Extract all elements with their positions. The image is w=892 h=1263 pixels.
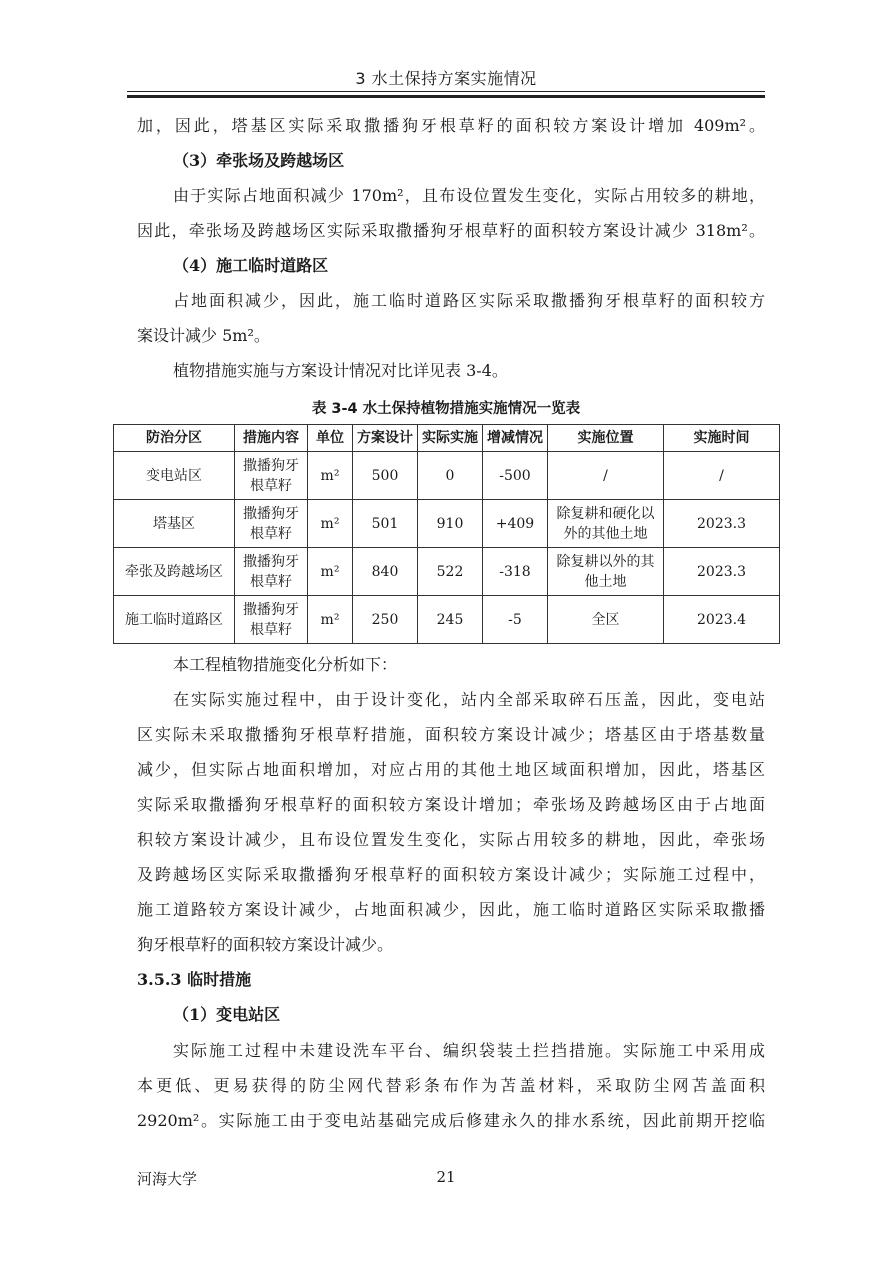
plan-cell: 250 [353,596,418,644]
actual-cell: 522 [418,548,483,596]
footer-institution: 河海大学 [137,1170,198,1188]
plan-cell: 500 [353,452,418,500]
change-cell: -500 [483,452,548,500]
actual-cell: 0 [418,452,483,500]
unit-cell: m² [308,596,353,644]
paragraph-line: 实际施工过程中未建设洗车平台、编织袋装土拦挡措施。实际施工中采用成 [173,1041,765,1060]
paragraph-line: 由于实际占地面积减少 170m²，且布设位置发生变化，实际占用较多的耕地， [173,186,765,205]
subheading-4: （4）施工临时道路区 [173,256,329,275]
actual-cell: 910 [418,500,483,548]
change-cell: -5 [483,596,548,644]
paragraph-line: 占地面积减少，因此，施工临时道路区实际采取撒播狗牙根草籽的面积较方 [173,291,765,310]
column-header: 防治分区 [114,425,235,452]
zone-cell: 塔基区 [114,500,235,548]
measure-cell: 撒播狗牙根草籽 [235,452,308,500]
running-header: 3 水土保持方案实施情况 [355,69,537,88]
change-cell: -318 [483,548,548,596]
measure-cell: 撒播狗牙根草籽 [235,596,308,644]
paragraph-line: 减少，但实际占地面积增加，对应占用的其他土地区域面积增加，因此，塔基区 [137,760,765,779]
column-header: 措施内容 [235,425,308,452]
location-cell: 除复耕和硬化以外的其他土地 [548,500,664,548]
column-header: 单位 [308,425,353,452]
zone-cell: 变电站区 [114,452,235,500]
paragraph-line: 积较方案设计减少，且布设位置发生变化，实际占用较多的耕地，因此，牵张场 [137,830,765,849]
location-cell: / [548,452,664,500]
paragraph-line: 本更低、更易获得的防尘网代替彩条布作为苫盖材料，采取防尘网苫盖面积 [137,1076,765,1095]
time-cell: 2023.3 [664,500,780,548]
change-cell: +409 [483,500,548,548]
unit-cell: m² [308,548,353,596]
column-header: 增减情况 [483,425,548,452]
paragraph-line: 在实际实施过程中，由于设计变化，站内全部采取碎石压盖，因此，变电站 [173,690,765,709]
column-header: 实施时间 [664,425,780,452]
page-number: 21 [436,1168,456,1186]
zone-cell: 牵张及跨越场区 [114,548,235,596]
measure-cell: 撒播狗牙根草籽 [235,500,308,548]
paragraph-line: 及跨越场区实际采取撒播狗牙根草籽的面积较方案设计减少；实际施工过程中， [137,865,765,884]
table-row [114,452,780,500]
actual-cell: 245 [418,596,483,644]
time-cell: 2023.3 [664,548,780,596]
unit-cell: m² [308,452,353,500]
zone-cell: 施工临时道路区 [114,596,235,644]
table-row [114,500,780,548]
table-header-row [114,425,780,452]
header-rule-thick [127,95,765,98]
paragraph-line: 植物措施实施与方案设计情况对比详见表 3-4。 [173,361,508,380]
plan-cell: 840 [353,548,418,596]
paragraph-line: 案设计减少 5m²。 [137,326,270,345]
table-row [114,548,780,596]
paragraph-line: 2920m²。实际施工由于变电站基础完成后修建永久的排水系统，因此前期开挖临 [137,1111,765,1130]
column-header: 方案设计 [353,425,418,452]
column-header: 实施位置 [548,425,664,452]
table-caption: 表 3-4 水土保持植物措施实施情况一览表 [311,401,581,417]
table-row [114,596,780,644]
plan-cell: 501 [353,500,418,548]
measure-cell: 撒播狗牙根草籽 [235,548,308,596]
header-rule-thin [127,91,765,92]
location-cell: 全区 [548,596,664,644]
unit-cell: m² [308,500,353,548]
subheading-3: （3）牵张场及跨越场区 [173,151,345,170]
paragraph-line: 狗牙根草籽的面积较方案设计减少。 [137,935,394,954]
location-cell: 除复耕以外的其他土地 [548,548,664,596]
paragraph-line: 区实际未采取撒播狗牙根草籽措施，面积较方案设计减少；塔基区由于塔基数量 [137,725,765,744]
paragraph-line: 本工程植物措施变化分析如下： [173,655,398,674]
subheading-1: （1）变电站区 [173,1005,281,1024]
column-header: 实际实施 [418,425,483,452]
section-heading: 3.5.3 临时措施 [137,970,252,989]
paragraph-line: 实际采取撒播狗牙根草籽的面积较方案设计增加；牵张场及跨越场区由于占地面 [137,795,765,814]
time-cell: / [664,452,780,500]
paragraph-line: 因此，牵张场及跨越场区实际采取撒播狗牙根草籽的面积较方案设计减少 318m²。 [137,221,765,240]
paragraph-line: 加，因此，塔基区实际采取撒播狗牙根草籽的面积较方案设计增加 409m²。 [137,116,765,135]
paragraph-line: 施工道路较方案设计减少，占地面积减少，因此，施工临时道路区实际采取撒播 [137,900,765,919]
vegetation-measures-table [113,424,780,644]
time-cell: 2023.4 [664,596,780,644]
